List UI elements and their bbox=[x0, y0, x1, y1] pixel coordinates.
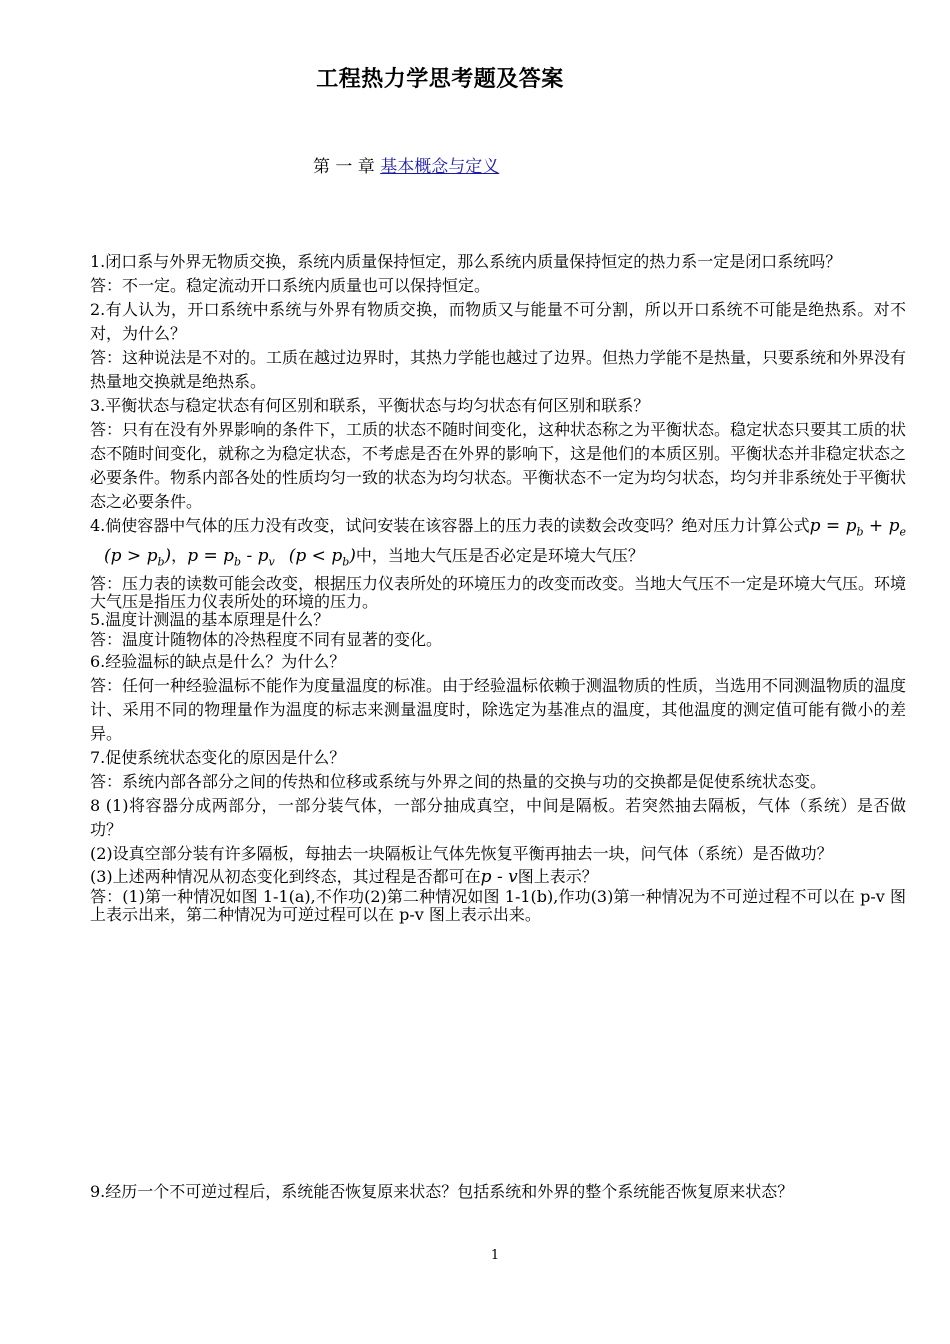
answer-4: 答：压力表的读数可能会改变，根据压力仪表所处的环境压力的改变而改变。当地大气压不一定是环境大气压。环境大气压是指压力仪表所处的环境的压力。 bbox=[90, 573, 907, 611]
question-7: 7.促使系统状态变化的原因是什么？ bbox=[90, 747, 346, 767]
qa-body bbox=[90, 250, 906, 924]
question-9: 9.经历一个不可逆过程后，系统能否恢复原来状态？包括系统和外界的整个系统能否恢复原来状态？ bbox=[90, 1182, 794, 1201]
answer-5: 答：温度计随物体的冷热程度不同有显著的变化。 bbox=[90, 629, 443, 649]
chapter-link[interactable]: 基本概念与定义 bbox=[380, 157, 500, 177]
answer-6: 答：任何一种经验温标不能作为度量温度的标准。由于经验温标依赖于测温物质的性质，当选用不同测温物质的温度计、采用不同的物理量作为温度的标志来测量温度时，除选定为基准点的温度，其他温度的测定值可能有微小的差异。 bbox=[90, 675, 907, 743]
question-9-block bbox=[90, 1180, 906, 1204]
chapter-prefix: 第 一 章 bbox=[313, 157, 381, 177]
chapter-heading bbox=[313, 152, 499, 177]
answer-2: 答：这种说法是不对的。工质在越过边界时，其热力学能也越过了边界。但热力学能不是热量，只要系统和外界没有热量地交换就是绝热系。 bbox=[90, 348, 907, 391]
question-2: 2.有人认为，开口系统中系统与外界有物质交换，而物质又与能量不可分割，所以开口系统不可能是绝热系。对不对，为什么？ bbox=[90, 300, 906, 343]
formula-vacuum-pressure: $p = p_b - p_v$ bbox=[187, 546, 275, 569]
question-4-text-a: 4.倘使容器中气体的压力没有改变，试问安装在该容器上的压力表的读数会改变吗？绝对压力计算公式 bbox=[90, 516, 810, 535]
formula-pv: p - v bbox=[480, 866, 518, 887]
question-8-part-3: (3)上述两种情况从初态变化到终态，其过程是否都可在p - v图上表示？ bbox=[90, 866, 598, 887]
condition-2: $(p < p_b)$ bbox=[288, 546, 356, 569]
question-1: 1.闭口系与外界无物质交换，系统内质量保持恒定，那么系统内质量保持恒定的热力系一定是闭口系统吗？ bbox=[90, 252, 842, 271]
question-3: 3.平衡状态与稳定状态有何区别和联系，平衡状态与均匀状态有何区别和联系？ bbox=[90, 396, 650, 415]
answer-7: 答：系统内部各部分之间的传热和位移或系统与外界之间的热量的交换与功的交换都是促使系统状态变。 bbox=[90, 771, 827, 791]
question-8-part-2: (2)设真空部分装有许多隔板，每抽去一块隔板让气体先恢复平衡再抽去一块，问气体（系统）是否做功？ bbox=[90, 843, 833, 863]
condition-1: $(p > p_b)$ bbox=[104, 546, 172, 569]
question-5: 5.温度计测温的基本原理是什么？ bbox=[90, 609, 330, 629]
page-number: 1 bbox=[490, 1248, 500, 1263]
answer-8: 答：(1)第一种情况如图 1-1(a),不作功(2)第二种情况如图 1-1(b),作功(3)第一种情况为不可逆过程不可以在 p-v 图上表示出来，第二种情况为可逆过程可以在 p-v 图上表示出来。 bbox=[90, 886, 906, 924]
document-title: 工程热力学思考题及答案 bbox=[316, 67, 564, 92]
question-4-text-b: 中，当地大气压是否必定是环境大气压？ bbox=[355, 546, 644, 566]
question-8-part-1: 8 (1)将容器分成两部分，一部分装气体，一部分抽成真空，中间是隔板。若突然抽去隔板，气体（系统）是否做功？ bbox=[90, 795, 906, 839]
answer-3: 答：只有在没有外界影响的条件下，工质的状态不随时间变化，这种状态称之为平衡状态。稳定状态只要其工质的状态不随时间变化，就称之为稳定状态，不考虑是否在外界的影响下，这是他们的本质区别。平衡状态并非稳定状态之必要条件。物系内部各处的性质均匀一致的状态为均匀状态。平衡状态不一定为均匀状态，均匀并非系统处于平衡状态之必要条件。 bbox=[90, 420, 907, 511]
formula-absolute-pressure: $p = p_b + p_e$ bbox=[809, 516, 906, 539]
question-6: 6.经验温标的缺点是什么？为什么？ bbox=[90, 651, 346, 671]
answer-1: 答：不一定。稳定流动开口系统内质量也可以保持恒定。 bbox=[90, 276, 491, 295]
question-4: 4.倘使容器中气体的压力没有改变，试问安装在该容器上的压力表的读数会改变吗？绝对压力计算公式$p = p_b + p_e(p > p_b)$，$p = p_b - p_v$ $(p < p_b)$中，当地大气压是否必定是环境大气压？ bbox=[90, 516, 906, 569]
